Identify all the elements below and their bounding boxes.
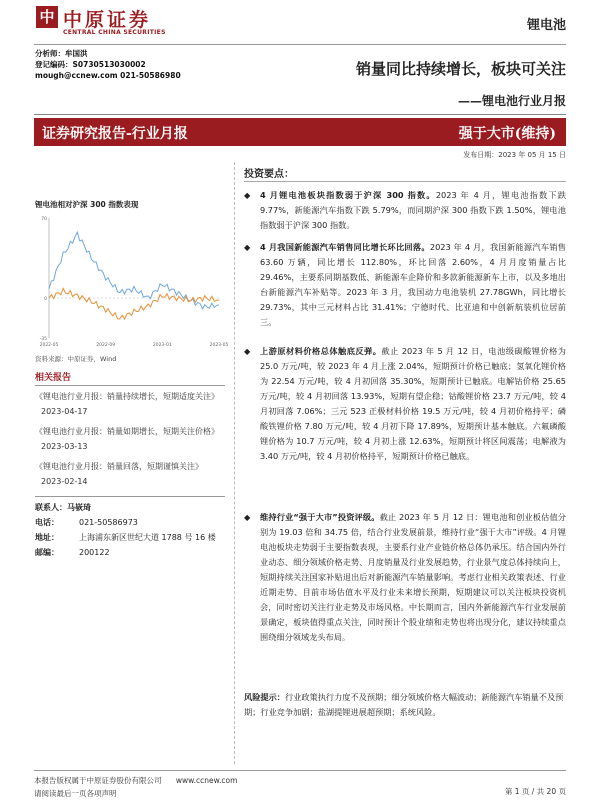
reg-code: S0730513030002 bbox=[72, 60, 146, 69]
related-report-date: 2023-04-17 bbox=[41, 407, 88, 416]
related-report-date: 2023-02-14 bbox=[41, 477, 88, 486]
analyst-info bbox=[35, 48, 181, 81]
performance-chart bbox=[35, 212, 229, 350]
key-point-lead: 维持行业“强于大市”投资评级。 bbox=[260, 512, 380, 522]
page-number: 第 1 页 / 共 20 页 bbox=[504, 787, 566, 796]
footer-website[interactable]: www.ccnew.com bbox=[175, 776, 238, 785]
publish-date: 发布日期：2023 年 05 月 15 日 bbox=[463, 151, 566, 159]
key-point-lead: 4 月我国新能源汽车销售同比增长环比回落。 bbox=[260, 242, 430, 252]
key-point-body: 2023 年 4 月，锂电池指数下跌 9.77%，新能源汽车指数下跌 5.79%，而同期沪深 300 指数下跌 1.50%，锂电池指数弱于沪深 300 指数。 bbox=[260, 190, 567, 230]
contact-phone: 021-50586973 bbox=[79, 518, 138, 527]
related-report-date: 2023-03-13 bbox=[41, 442, 88, 451]
zip-label: 邮编： bbox=[35, 548, 59, 557]
footer-disclaimer: 请阅读最后一页各项声明 bbox=[34, 789, 117, 798]
footer-copyright: 本报告版权属于中原证券股份有限公司 bbox=[34, 776, 162, 785]
related-reports-heading: 相关报告 bbox=[35, 373, 72, 383]
key-point-body: 截止 2023 年 5 月 12 日，电池级碳酸锂价格为 25.0 万元/吨，较 2023 年 4 月上涨 2.04%，短期预计价格已触底；氢氧化锂价格为 22.54 万元/吨，较 4 月初回落 35.30%，短期预计已触底。电解钴价格 25.65 万元/吨，较 4 月初回落 13.93%，短期有望企稳；钴酸锂价格 23.7 万元/吨，较 4 月初回落 7.06%；三元 523 正极材料价格 19.5 万元/吨，较 4 月初价格持平；磷酸铁锂价格 7.80 万元/吨，较 4 月初下降 17.89%，短期预计基本触底。六氟磷酸锂价格为 10.7 万元/吨，较 4 月初上涨 12.63%，短期预计将区间震荡；电解液为 3.40 万元/吨，较 4 月初价格持平，短期预计价格已触底。 bbox=[260, 346, 566, 461]
contact-divider bbox=[35, 496, 225, 497]
related-divider bbox=[35, 385, 225, 386]
report-title: 销量同比持续增长，板块可关注 bbox=[355, 60, 566, 78]
key-point bbox=[244, 188, 566, 233]
logo-text: 中原证券 bbox=[63, 9, 152, 31]
address-label: 地址： bbox=[35, 533, 59, 542]
contact-zip: 200122 bbox=[79, 548, 110, 557]
contact-person-label: 联系人： bbox=[35, 503, 67, 512]
risk-warning bbox=[244, 690, 566, 720]
related-report-item[interactable] bbox=[35, 459, 231, 489]
title-divider bbox=[34, 114, 566, 115]
sector-tag: 锂电池 bbox=[526, 18, 566, 33]
risk-label: 风险提示： bbox=[244, 692, 285, 702]
bullet-icon: ◆ bbox=[244, 512, 251, 522]
report-type: 证券研究报告-行业月报 bbox=[42, 126, 188, 142]
related-report-title: 《锂电池行业月报：销量回落，短期谨慎关注》 bbox=[35, 462, 203, 471]
key-point-lead: 上游原材料价格总体触底反弹。 bbox=[260, 346, 382, 356]
bullet-icon: ◆ bbox=[244, 242, 251, 252]
chart-title: 锂电池相对沪深 300 指数表现 bbox=[35, 200, 139, 209]
y-tick-label: 70 bbox=[41, 217, 47, 222]
chart-source: 资料来源：中原证券，Wind bbox=[35, 355, 117, 363]
key-point-lead: 4 月锂电池板块指数弱于沪深 300 指数。 bbox=[260, 190, 436, 200]
footer-left bbox=[34, 774, 237, 800]
key-point bbox=[244, 510, 566, 645]
footer-divider bbox=[34, 770, 566, 771]
analyst-contact: mough@ccnew.com 021-50586980 bbox=[35, 71, 181, 80]
contact-info bbox=[35, 500, 235, 560]
bullet-icon: ◆ bbox=[244, 190, 251, 200]
analyst-label: 分析师： bbox=[35, 49, 65, 58]
analyst-name: 牟国洪 bbox=[65, 49, 88, 58]
series-line bbox=[49, 288, 219, 319]
related-report-title: 《锂电池行业月报：销量如期增长，短期关注价格》 bbox=[35, 427, 219, 436]
header-divider bbox=[34, 44, 566, 45]
column-divider bbox=[234, 162, 235, 764]
rating-badge: 强于大市(维持) bbox=[458, 126, 556, 142]
key-point-body: 2023 年 4 月，我国新能源汽车销售 63.60 万辆，同比增长 112.80%，环比回落 2.60%，4 月月度销量占比 29.46%，主要系同期基数低、新能源车企降价和多款新能源新车上市，以及多地出台新能源汽车补贴等。2023 年 3 月，我国动力电池装机 27.78GWh，同比增长 29.73%，其中三元材料占比 31.41%；宁德时代、比亚迪和中创新航装机位居前三。 bbox=[260, 242, 566, 327]
key-point-body: 截止 2023 年 5 月 12 日：锂电池和创业板估值分别为 19.03 倍和 34.75 倍，结合行业发展前景，维持行业“强于大市”评级。4 月锂电池板块走势弱于主要指数表现，主要系行业产业链价格总体仍承压。结合国内外行业动态、细分领域价格走势、月度销量及行业发展趋势，行业景气度总体持续向上，短期持续关注国家补贴退出后对新能源汽车销量影响。考虑行业相关政策表述、行业近期走势、目前市场估值水平及行业未来增长预期，短期建议可以关注板块投资机会，同时密切关注行业走势及市场风格。中长期而言，国内外新能源汽车行业发展前景确定，板块值得重点关注，同时预计个股业绩和走势也将出现分化，建议持续重点围绕细分领域龙头布局。 bbox=[260, 512, 566, 642]
x-tick-label: 2023-05 bbox=[209, 343, 229, 348]
report-subtitle: ——锂电池行业月报 bbox=[457, 94, 566, 108]
key-points-divider bbox=[244, 181, 566, 182]
bullet-icon: ◆ bbox=[244, 346, 251, 356]
logo-mark: 中 bbox=[36, 6, 58, 28]
related-report-item[interactable] bbox=[35, 389, 231, 419]
reg-label: 登记编码： bbox=[35, 60, 73, 69]
logo-english: CENTRAL CHINA SECURITIES bbox=[63, 29, 166, 36]
key-point bbox=[244, 240, 566, 330]
y-tick-label: 0 bbox=[44, 297, 47, 302]
phone-label: 电话： bbox=[35, 518, 59, 527]
x-tick-label: 2023-01 bbox=[152, 343, 172, 348]
key-point bbox=[244, 344, 566, 464]
related-report-title: 《锂电池行业月报：销量持续增长，短期适度关注》 bbox=[35, 392, 219, 401]
contact-person: 马嵚琦 bbox=[67, 503, 91, 512]
related-report-item[interactable] bbox=[35, 424, 231, 454]
x-tick-label: 2022-09 bbox=[96, 343, 116, 348]
x-tick-label: 2022-05 bbox=[39, 343, 59, 348]
y-tick-label: -35 bbox=[39, 337, 47, 342]
contact-address: 上海浦东新区世纪大道 1788 号 16 楼 bbox=[79, 533, 216, 542]
risk-text: 行业政策执行力度不及预期；细分领域价格大幅波动；新能源汽车销量不及预期；行业竞争加剧；盐湖提锂进展超预期；系统风险。 bbox=[244, 692, 564, 717]
key-points-heading: 投资要点： bbox=[244, 169, 294, 180]
